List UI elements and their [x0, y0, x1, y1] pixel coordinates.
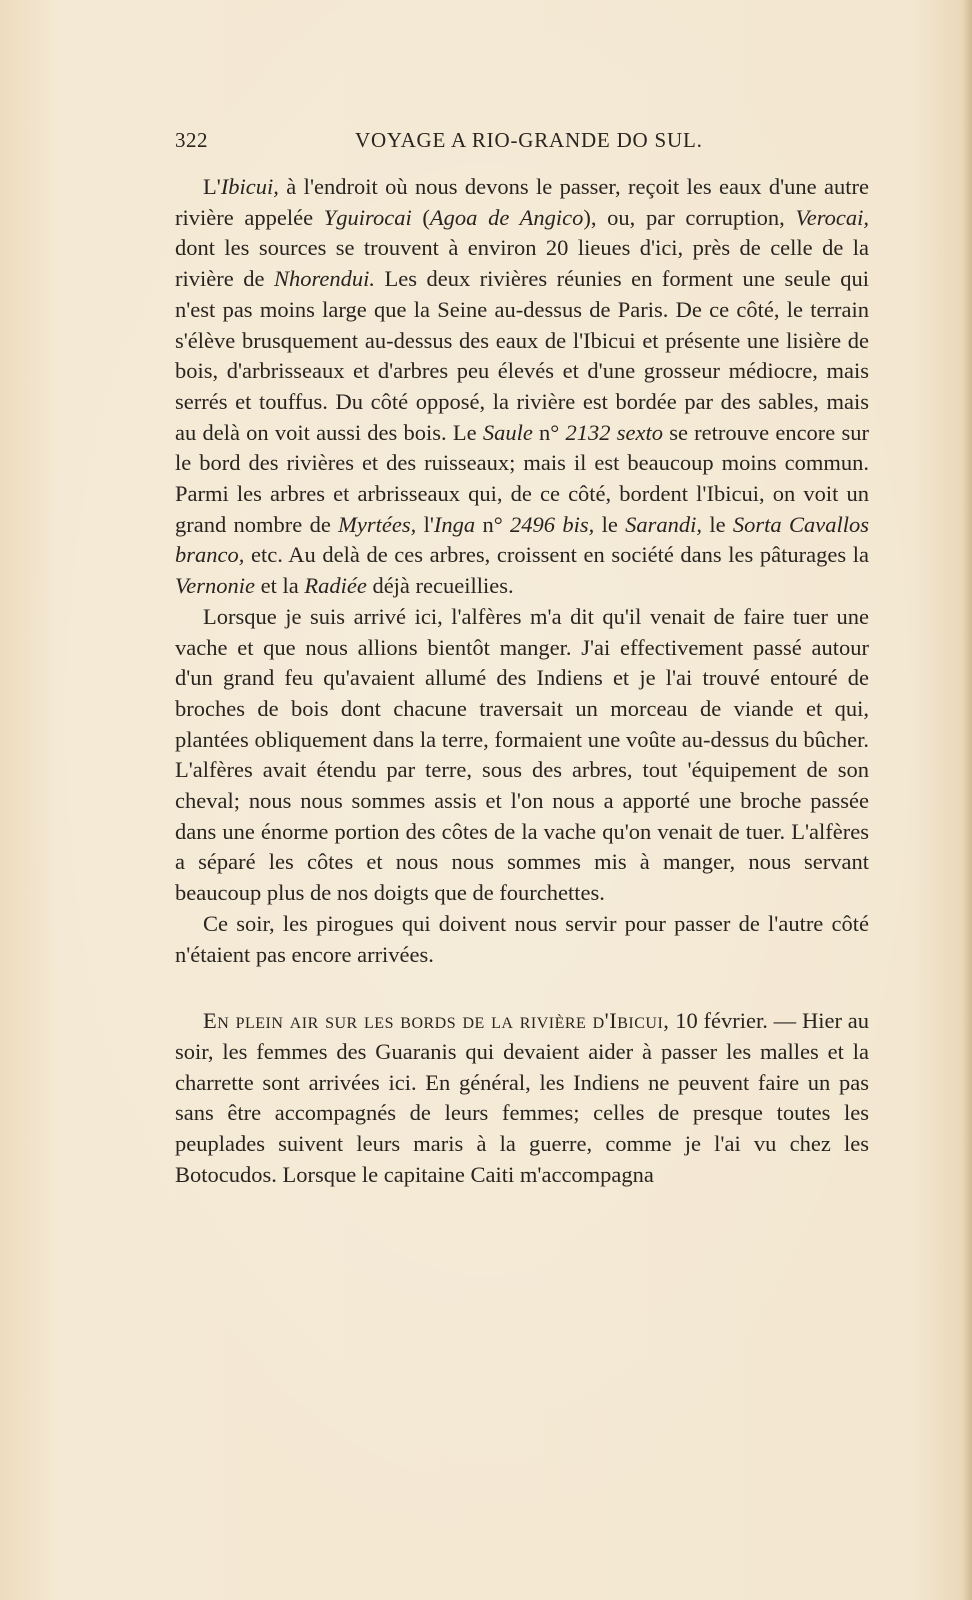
italic-term: Ibicui,	[220, 174, 279, 199]
italic-term: Vernonie	[175, 573, 255, 599]
italic-term: 2496 bis,	[510, 511, 595, 537]
text-run: dont les sources se trouvent à environ 20 lieues d'ici, près de celle de la rivière de	[175, 235, 869, 292]
text-run: Lorsque je suis arrivé ici, l'alfères m'a dit qu'il venait de faire tuer une vache et que nous allions bientôt manger. J'ai effectivement passé autour d'un grand feu qu'avaient allumé des Indiens et je l'ai trouvé entouré de broches de bois dont chacune traversait un morceau de viande et qui, plantées obliquement dans la terre, formaient une voûte au-dessus du bûcher. L'alfères avait étendu par terre, sous des arbres, tout 'équipement de son cheval; nous nous sommes assis et l'on nous a apporté une broche passée dans une énorme portion des côtes de la vache qu'on venait de tuer. L'alfères a séparé les côtes et nous nous sommes mis à manger, nous servant beaucoup plus de nos doigts que de fourchettes.	[175, 603, 869, 906]
text-run: l'	[416, 511, 434, 537]
running-title: VOYAGE A RIO-GRANDE DO SUL.	[355, 128, 703, 152]
text-run: Les deux rivières réunies en forment une seule qui n'est pas moins large que la Seine au-dessus de Paris. De ce côté, le terrain s'élève brusquement au-dessus des eaux de l'Ibicui et présente une lisière de bois, d'arbrisseaux et d'arbres peu élevés et d'une grosseur médiocre, mais serrés et touffus. Du côté opposé, la rivière est bordée par des sables, mais au delà on voit aussi des bois. Le	[175, 266, 870, 445]
page-header	[175, 128, 869, 158]
text-run: L'	[203, 174, 221, 199]
text-run: n°	[475, 511, 511, 537]
body-text	[175, 172, 869, 1191]
dated-entry	[175, 1006, 869, 1190]
text-run: se retrouve encore sur le bord des rivières et des ruisseaux; mais il est beaucoup moins commun. Parmi les arbres et arbrisseaux qui, de ce côté, bordent l'Ibicui, on voit un grand nombre de	[175, 419, 869, 537]
text-run: à l'endroit où nous devons le passer, reçoit les eaux d'une autre rivière appelée	[175, 174, 869, 230]
entry-heading: En plein air sur les bords de la rivière d'Ibicui,	[203, 1008, 670, 1034]
entry-date: 10 février.	[669, 1008, 768, 1034]
text-run: déjà recueillies.	[366, 573, 514, 599]
italic-term: Inga	[433, 511, 476, 537]
italic-term: Nhorendui.	[273, 266, 375, 292]
text-run: le	[594, 511, 626, 537]
entry-body: — Hier au soir, les femmes des Guaranis qui devaient aider à passer les malles et la charrette sont arrivées ici. En général, les Indiens ne peuvent faire un pas sans être accompagnés de leurs femmes; celles de presque toutes les peuplades suivent leurs maris à la guerre, comme je l'ai vu chez les Botocudos. Lorsque le capitaine Caiti m'accompagna	[175, 1008, 869, 1187]
paragraph	[175, 602, 869, 909]
italic-term: Myrtées,	[338, 511, 417, 537]
italic-term: Sorta Cavallos branco,	[175, 511, 870, 568]
italic-term: Agoa de Angico	[429, 204, 584, 230]
page-number: 322	[175, 128, 208, 152]
text-run: n°	[532, 419, 566, 445]
page-edge-shadow	[962, 0, 972, 1600]
italic-term: Saule	[482, 419, 533, 445]
italic-term: Yguirocai	[323, 204, 412, 230]
text-run: ), ou, par corruption,	[583, 204, 796, 230]
italic-term: Radiée	[304, 573, 367, 599]
italic-term: 2132 sexto	[565, 419, 663, 445]
text-run: et la	[254, 573, 305, 599]
text-run: etc. Au delà de ces arbres, croissent en société dans les pâturages la	[244, 542, 869, 568]
text-run: (	[411, 204, 430, 230]
text-run: Ce soir, les pirogues qui doivent nous servir pour passer de l'autre côté n'étaient pas encore arrivées.	[175, 910, 869, 967]
italic-term: Sarandi,	[625, 511, 703, 537]
italic-term: Verocai,	[795, 204, 869, 230]
text-run: le	[702, 511, 733, 537]
paragraph	[175, 909, 869, 970]
paragraph	[175, 172, 869, 602]
